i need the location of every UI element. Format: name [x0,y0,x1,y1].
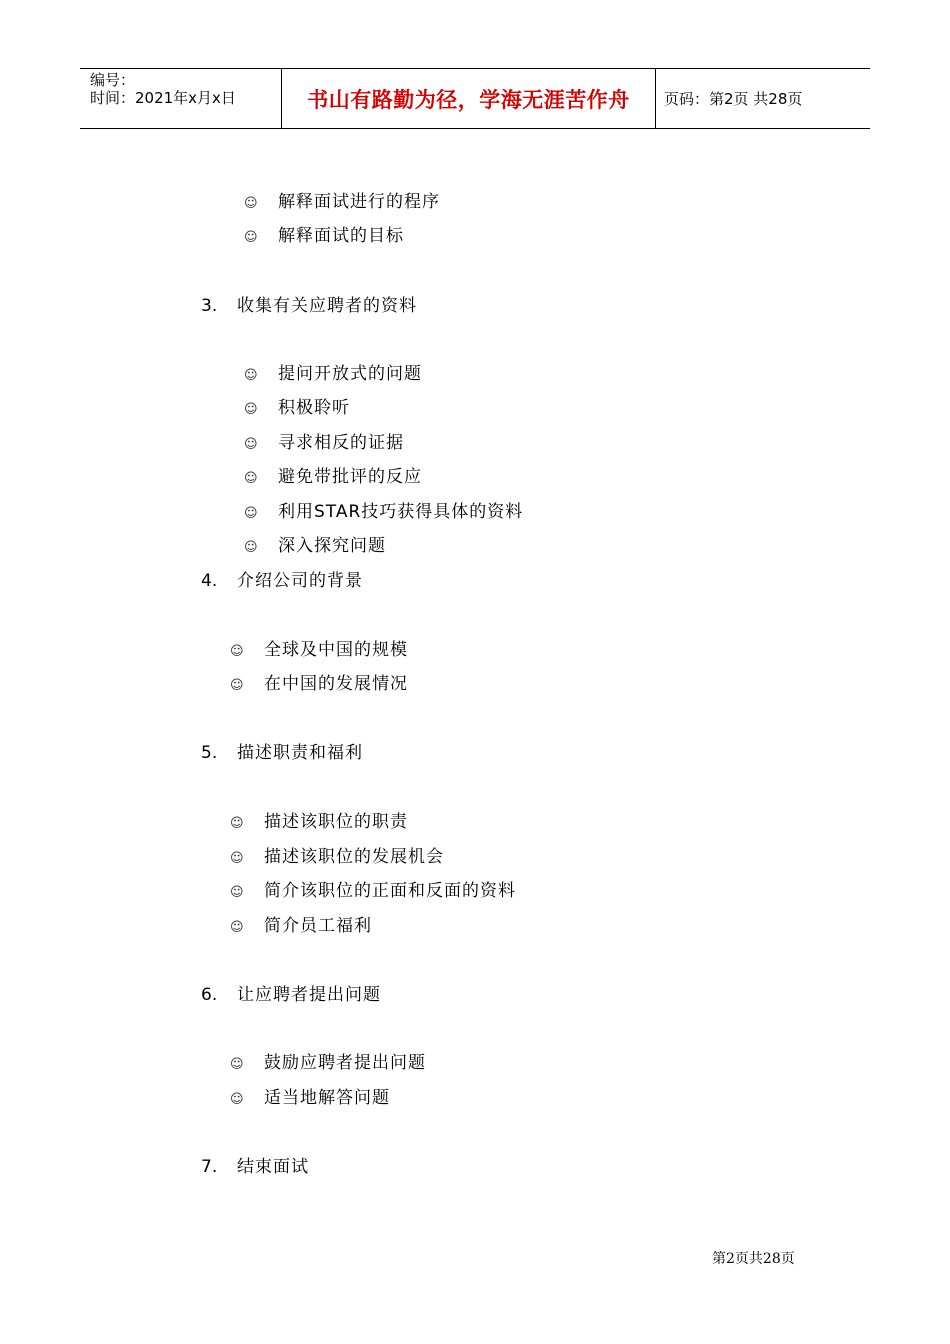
list-item [244,432,404,456]
list-item [230,639,408,663]
list-item-text: 简介该职位的正面和反面的资料 [264,881,516,901]
page-footer: 第2页共28页 [712,1251,795,1267]
smiley-bullet-icon: ☺ [230,885,245,900]
header-page-label: 页码：第2页 共28页 [664,90,803,108]
list-item-text: 避免带批评的反应 [278,467,422,487]
list-item-text: 描述该职位的发展机会 [264,847,444,867]
list-item [230,1052,426,1076]
list-item [244,225,404,249]
list-item-text: 深入探究问题 [278,536,386,556]
list-item [230,811,408,835]
smiley-bullet-icon: ☺ [230,816,245,831]
section-number: 5. [201,743,218,763]
header-meta [90,71,280,107]
list-item [230,880,516,904]
list-item-text: 积极聆听 [278,398,350,418]
smiley-bullet-icon: ☺ [230,851,245,866]
list-item [244,397,350,421]
smiley-bullet-icon: ☺ [244,540,259,555]
list-item-text: 鼓励应聘者提出问题 [264,1053,426,1073]
section-heading [201,295,417,317]
list-item-text: 解释面试的目标 [278,226,404,246]
smiley-bullet-icon: ☺ [230,644,245,659]
list-item [244,535,386,559]
section-number: 4. [201,571,218,591]
section-title: 介绍公司的背景 [237,571,363,591]
smiley-bullet-icon: ☺ [244,368,259,383]
list-item-text: 利用STAR技巧获得具体的资料 [278,502,524,522]
smiley-bullet-icon: ☺ [230,1092,245,1107]
list-item [244,501,523,525]
code-label: 编号： [90,71,136,89]
section-heading [201,742,363,764]
list-item [230,1087,390,1111]
list-item-text: 描述该职位的职责 [264,812,408,832]
section-title: 描述职责和福利 [237,743,363,763]
page-header [80,68,870,129]
section-number: 7. [201,1157,218,1177]
section-title: 结束面试 [237,1157,309,1177]
date-label: 时间：2021年x月x日 [90,89,236,107]
section-title: 收集有关应聘者的资料 [237,296,417,316]
section-number: 3. [201,296,218,316]
smiley-bullet-icon: ☺ [244,437,259,452]
section-heading [201,984,381,1006]
list-item [230,915,372,939]
list-item-text: 简介员工福利 [264,916,372,936]
smiley-bullet-icon: ☺ [244,230,259,245]
list-item-text: 在中国的发展情况 [264,674,408,694]
list-item-text: 提问开放式的问题 [278,364,422,384]
list-item-text: 适当地解答问题 [264,1088,390,1108]
list-item [244,466,422,490]
list-item-text: 寻求相反的证据 [278,433,404,453]
list-item [244,191,440,215]
section-number: 6. [201,985,218,1005]
list-item-text: 全球及中国的规模 [264,640,408,660]
header-divider-right [655,69,656,128]
smiley-bullet-icon: ☺ [244,471,259,486]
section-heading [201,1156,309,1178]
list-item [230,846,444,870]
smiley-bullet-icon: ☺ [230,920,245,935]
section-title: 让应聘者提出问题 [237,985,381,1005]
list-item-text: 解释面试进行的程序 [278,192,440,212]
list-item [244,363,422,387]
section-heading [201,570,363,592]
smiley-bullet-icon: ☺ [244,506,259,521]
smiley-bullet-icon: ☺ [230,1057,245,1072]
smiley-bullet-icon: ☺ [244,402,259,417]
smiley-bullet-icon: ☺ [244,196,259,211]
list-item [230,673,408,697]
smiley-bullet-icon: ☺ [230,678,245,693]
header-motto: 书山有路勤为径，学海无涯苦作舟 [307,87,630,112]
